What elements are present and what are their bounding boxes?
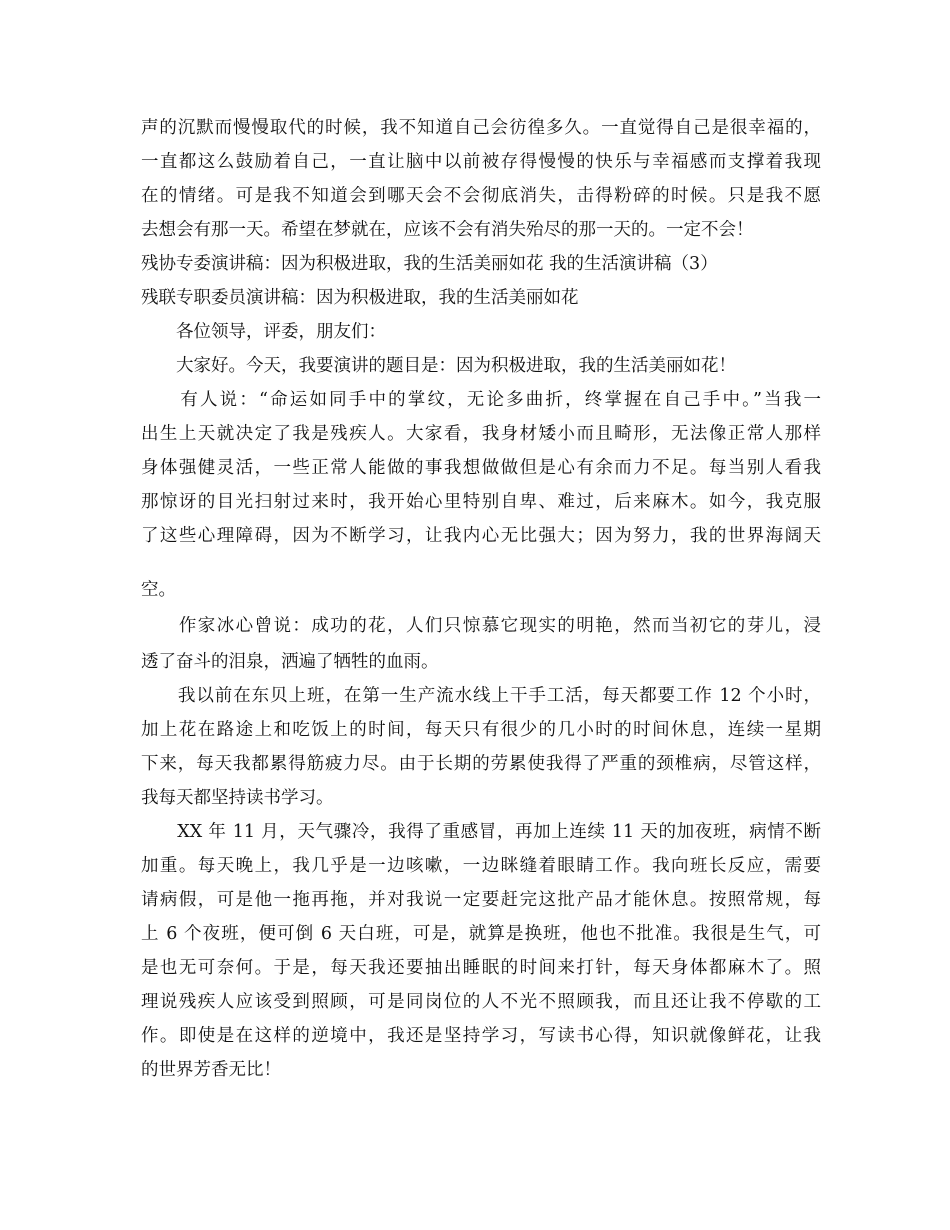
text-line: 理说残疾人应该受到照顾，可是同岗位的人不光不照顾我，而且还让我不停歇的工	[141, 992, 821, 1012]
text-line: 作。即使是在这样的逆境中，我还是坚持学习，写读书心得，知识就像鲜花，让我	[141, 1026, 821, 1046]
text-line: 声的沉默而慢慢取代的时候，我不知道自己会彷徨多久。一直觉得自己是很幸福的，	[141, 118, 821, 138]
text-line: 我每天都坚持读书学习。	[141, 788, 334, 808]
text-line: 在的情绪。可是我不知道会到哪天会不会彻底消失，击得粉碎的时候。只是我不愿	[141, 186, 821, 206]
section-heading: 残协专委演讲稿：因为积极进取，我的生活美丽如花 我的生活演讲稿（3）	[141, 254, 718, 274]
text-line: 一直都这么鼓励着自己，一直让脑中以前被存得慢慢的快乐与幸福感而支撑着我现	[141, 152, 821, 172]
text-line: 下来，每天我都累得筋疲力尽。由于长期的劳累使我得了严重的颈椎病，尽管这样，	[141, 754, 821, 774]
section-heading: 残联专职委员演讲稿：因为积极进取，我的生活美丽如花	[141, 288, 579, 308]
text-line: 请病假，可是他一拖再拖，并对我说一定要赶完这批产品才能休息。按照常规，每	[141, 890, 821, 910]
text-line: 我以前在东贝上班，在第一生产流水线上干手工活，每天都要工作 12 个小时，	[141, 686, 821, 706]
text-line: 加重。每天晚上，我几乎是一边咳嗽，一边眯缝着眼睛工作。我向班长反应，需要	[141, 856, 821, 876]
text-line: 大家好。今天，我要演讲的题目是：因为积极进取，我的生活美丽如花！	[141, 356, 736, 376]
text-line: 那惊讶的目光扫射过来时，我开始心里特别自卑、难过，后来麻木。如今，我克服	[141, 492, 821, 512]
text-line: 去想会有那一天。希望在梦就在，应该不会有消失殆尽的那一天的。一定不会！	[141, 220, 754, 240]
text-line: 空。	[141, 580, 176, 600]
text-line: 了这些心理障碍，因为不断学习，让我内心无比强大；因为努力，我的世界海阔天	[141, 526, 821, 546]
text-line: 身体强健灵活，一些正常人能做的事我想做做但是心有余而力不足。每当别人看我	[141, 458, 821, 478]
text-line: 出生上天就决定了我是残疾人。大家看，我身材矮小而且畸形，无法像正常人那样	[141, 424, 821, 444]
text-line: 有人说：“命运如同手中的掌纹，无论多曲折，终掌握在自己手中。”当我一	[141, 390, 821, 410]
text-line: 透了奋斗的泪泉，洒遍了牺牲的血雨。	[141, 652, 439, 672]
text-line: 加上花在路途上和吃饭上的时间，每天只有很少的几小时的时间休息，连续一星期	[141, 720, 821, 740]
salutation: 各位领导，评委，朋友们：	[141, 322, 386, 342]
text-line: 的世界芳香无比！	[141, 1060, 281, 1080]
text-line: XX 年 11 月，天气骤冷，我得了重感冒，再加上连续 11 天的加夜班，病情不断	[141, 822, 821, 842]
text-line: 作家冰心曾说：成功的花，人们只惊慕它现实的明艳，然而当初它的芽儿，浸	[141, 616, 821, 636]
text-line: 上 6 个夜班，便可倒 6 天白班，可是，就算是换班，他也不批准。我很是生气，可	[141, 924, 821, 944]
text-line: 是也无可奈何。于是，每天我还要抽出睡眠的时间来打针，每天身体都麻木了。照	[141, 958, 821, 978]
